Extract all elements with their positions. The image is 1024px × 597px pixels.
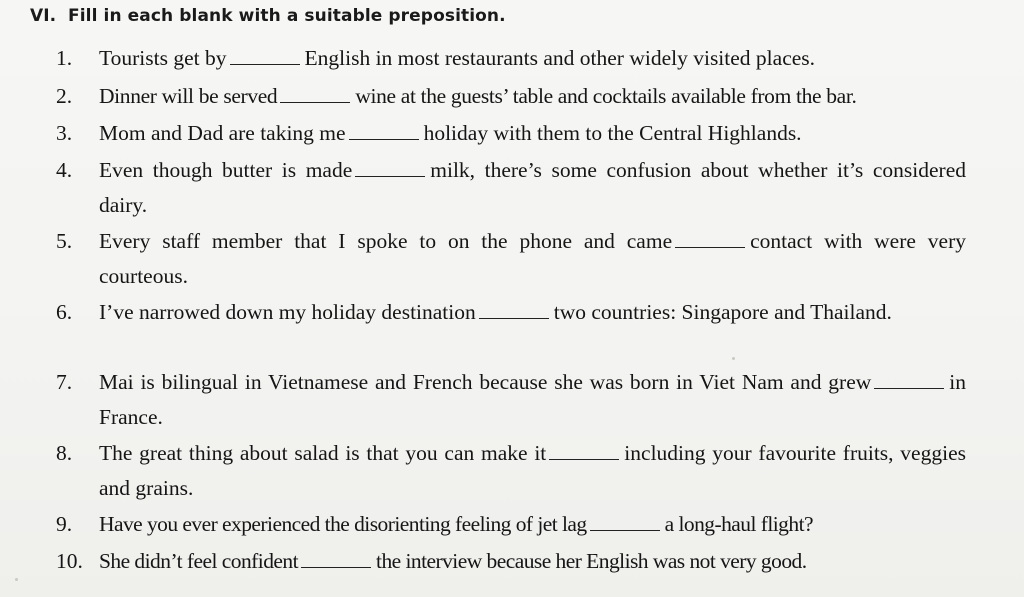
- item-text-after: a long-haul flight?: [664, 512, 813, 536]
- item-number: 10.: [56, 549, 83, 573]
- answer-blank-3[interactable]: [349, 123, 419, 140]
- item-text-before: The great thing about salad is that you can make it: [99, 441, 547, 465]
- item-text-after: holiday with them to the Central Highlands.: [423, 121, 802, 145]
- answer-blank-8[interactable]: [549, 443, 619, 460]
- answer-blank-2[interactable]: [280, 86, 350, 103]
- paper-speck: [15, 578, 18, 581]
- answer-blank-7[interactable]: [874, 372, 944, 389]
- exercise-item-4: [56, 153, 966, 223]
- exercise-item-5: [56, 224, 966, 294]
- item-text-before: Mom and Dad are taking me: [99, 121, 346, 145]
- item-number: 8.: [56, 441, 73, 465]
- item-number: 5.: [56, 229, 73, 253]
- item-text-after: two countries: Singapore and Thailand.: [553, 300, 892, 324]
- answer-blank-1[interactable]: [230, 48, 300, 65]
- item-text-after: milk, there’s some confusion about whether it’s considered dairy.: [99, 158, 966, 217]
- exercise-item-8: [56, 436, 966, 506]
- item-number: 6.: [56, 300, 73, 324]
- item-number: 7.: [56, 370, 73, 394]
- exercise-item-6: [56, 295, 966, 330]
- item-text-before: Tourists get by: [99, 46, 227, 70]
- exercise-number: VI.: [30, 6, 57, 26]
- item-number: 9.: [56, 512, 73, 536]
- item-text-after: English in most restaurants and other widely visited places.: [304, 46, 816, 70]
- item-text-before: Have you ever experienced the disorienting feeling of jet lag: [99, 512, 587, 536]
- item-text-before: Mai is bilingual in Vietnamese and French because she was born in Viet Nam and grew: [99, 370, 872, 394]
- item-text-before: Dinner will be served: [99, 84, 278, 108]
- item-text-before: Every staff member that I spoke to on the phone and came: [99, 229, 673, 253]
- answer-blank-5[interactable]: [675, 231, 745, 248]
- item-number: 3.: [56, 121, 73, 145]
- item-text-after: including your favourite fruits, veggies and grains.: [99, 441, 966, 500]
- item-text-after: the interview because her English was not very good.: [376, 549, 807, 573]
- exercise-item-7: [56, 365, 966, 435]
- answer-blank-9[interactable]: [590, 514, 660, 531]
- item-text-after: wine at the guests’ table and cocktails available from the bar.: [355, 84, 857, 108]
- item-number: 4.: [56, 158, 73, 182]
- exercise-item-9: [56, 507, 966, 542]
- exercise-item-1: [56, 41, 966, 76]
- paper-speck: [732, 357, 735, 360]
- exercise-heading: [30, 6, 506, 26]
- item-number: 2.: [56, 84, 73, 108]
- exercise-item-10: [56, 544, 966, 579]
- item-text-after: in France.: [99, 370, 966, 429]
- answer-blank-6[interactable]: [479, 302, 549, 319]
- exercise-item-3: [56, 116, 966, 151]
- item-text-before: I’ve narrowed down my holiday destination: [99, 300, 476, 324]
- item-text-before: Even though butter is made: [99, 158, 353, 182]
- exercise-instruction: Fill in each blank with a suitable preposition.: [68, 6, 506, 26]
- answer-blank-10[interactable]: [301, 551, 371, 568]
- item-text-before: She didn’t feel confident: [99, 549, 299, 573]
- answer-blank-4[interactable]: [355, 160, 425, 177]
- exercise-item-2: [56, 79, 966, 114]
- item-number: 1.: [56, 46, 73, 70]
- item-text-after: contact with were very courteous.: [99, 229, 966, 288]
